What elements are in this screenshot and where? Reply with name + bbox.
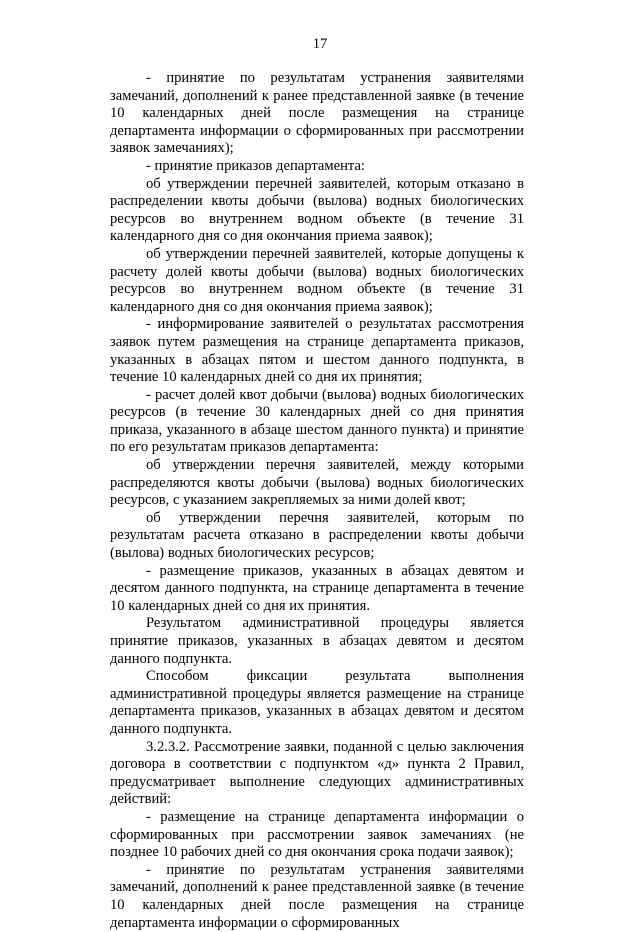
paragraph: - информирование заявителей о результатах рассмотрения заявок путем размещения на странице департамента приказов, указанных в абзацах пятом и шестом данного подпункта, в течение 10 календарных дней со дня их принятия;: [110, 316, 524, 386]
paragraph: Способом фиксации результата выполнения административной процедуры является размещение на странице департамента приказов, указанных в абзацах девятом и десятом данного подпункта.: [110, 668, 524, 737]
document-body: [110, 70, 524, 932]
paragraph: Результатом административной процедуры является принятие приказов, указанных в абзацах девятом и десятом данного подпункта.: [110, 615, 524, 667]
paragraph: - принятие приказов департамента:: [146, 157, 365, 174]
paragraph: - расчет долей квот добычи (вылова) водных биологических ресурсов (в течение 30 календарных дней со дня принятия приказа, указанного в абзаце шестом данного пункта) и принятие по его результатам приказов департамента:: [110, 386, 524, 456]
paragraph: 3.2.3.2. Рассмотрение заявки, поданной с целью заключения договора в соответствии с подпунктом «д» пункта 2 Правил, предусматривает выполнение следующих административных действий:: [110, 738, 524, 808]
paragraph: - размещение приказов, указанных в абзацах девятом и десятом данного подпункта, на странице департамента в течение 10 календарных дней со дня их принятия.: [110, 562, 524, 614]
paragraph: об утверждении перечня заявителей, между которыми распределяются квоты добычи (вылова) водных биологических ресурсов, с указанием закрепляемых за ними долей квот;: [110, 457, 524, 509]
paragraph: - размещение на странице департамента информации о сформированных при рассмотрении заявок замечаниях (не позднее 10 рабочих дней со дня окончания срока подачи заявок);: [110, 808, 524, 861]
paragraph: - принятие по результатам устранения заявителями замечаний, дополнений к ранее представленной заявке (в течение 10 календарных дней после размещения на странице департамента информации о сформированных: [110, 861, 524, 931]
paragraph: об утверждении перечней заявителей, которые допущены к расчету долей квоты добычи (вылова) водных биологических ресурсов во внутреннем водном объекте (в течение 31 календарного дня со дня окончания приема заявок);: [110, 245, 524, 315]
page-number: 17: [312, 36, 328, 52]
paragraph: об утверждении перечней заявителей, которым отказано в распределении квоты добычи (вылова) водных биологических ресурсов во внутреннем водном объекте (в течение 31 календарного дня со дня окончания приема заявок);: [110, 175, 524, 245]
paragraph: - принятие по результатам устранения заявителями замечаний, дополнений к ранее представленной заявке (в течение 10 календарных дней после размещения на странице департамента информации о сформированных при рассмотрении заявок замечаниях);: [110, 70, 524, 157]
paragraph: об утверждении перечня заявителей, которым по результатам расчета отказано в распределении квоты добычи (вылова) водных биологических ресурсов;: [110, 509, 524, 562]
